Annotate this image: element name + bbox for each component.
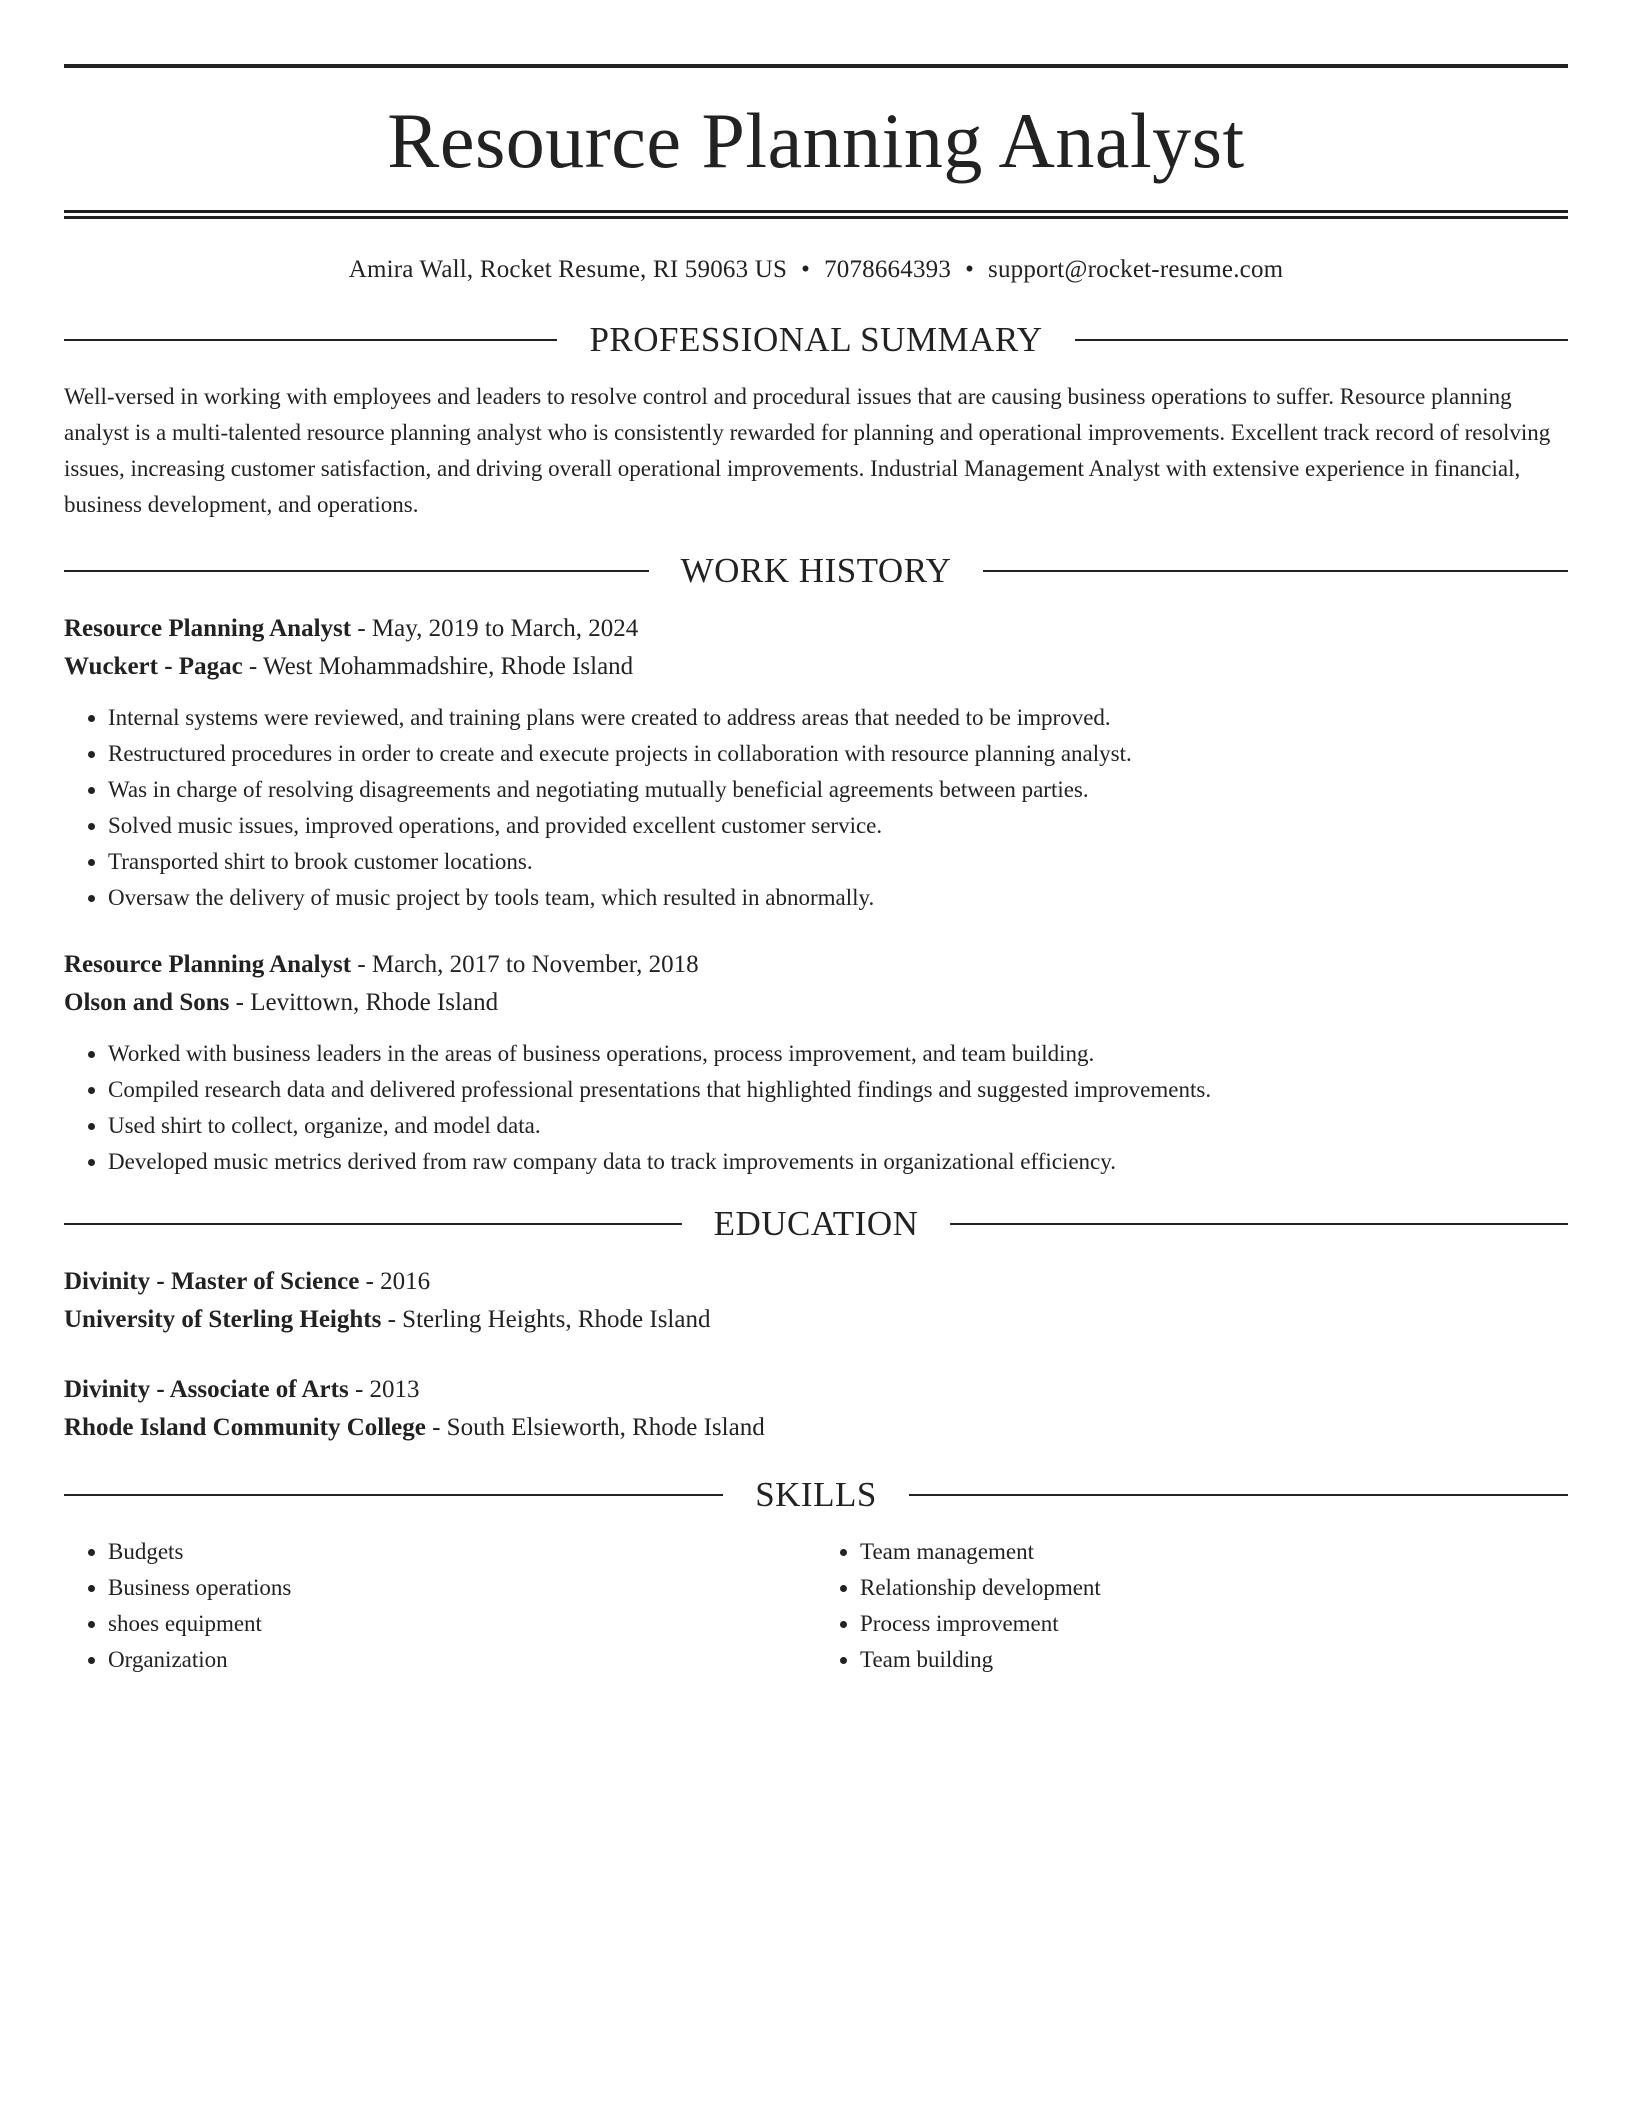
work-heading-label: WORK HISTORY (680, 551, 952, 590)
education-heading-label: EDUCATION (713, 1204, 919, 1243)
skill-item: • Team building (860, 1642, 1568, 1678)
skill-item: • shoes equipment (108, 1606, 816, 1642)
heading-rule-right (950, 1223, 1568, 1225)
resume-title: Resource Planning Analyst (387, 97, 1245, 184)
job-bullet: • Transported shirt to brook customer locations. (108, 844, 1568, 880)
school-location: - Sterling Heights, Rhode Island (381, 1306, 711, 1333)
skills-column-left (64, 1534, 816, 1678)
skill-item: • Relationship development (860, 1570, 1568, 1606)
degree-line (64, 1263, 1568, 1301)
job-bullet: • Developed music metrics derived from raw company data to track improvements in organizational efficiency. (108, 1144, 1568, 1180)
heading-rule-right (909, 1494, 1568, 1496)
job-company: Olson and Sons (64, 989, 230, 1016)
job-dates: - May, 2019 to March, 2024 (351, 615, 639, 642)
summary-text: Well-versed in working with employees and leaders to resolve control and procedural issues that are causing business operations to suffer. Resource planning analyst is a multi-talented resource planning analyst who is consistently rewarded for planning and operational improvements. Excellent track record of resolving issues, increasing customer satisfaction, and driving overall operational improvements. Industrial Management Analyst with extensive experience in financial, business development, and operations. (64, 384, 1551, 517)
skill-item: • Business operations (108, 1570, 816, 1606)
work-entry (64, 946, 1568, 1180)
degree-year: - 2013 (348, 1376, 420, 1403)
title-double-rule (64, 210, 1568, 219)
job-bullet: • Worked with business leaders in the areas of business operations, process improvement, and team building. (108, 1036, 1568, 1072)
job-bullet: • Oversaw the delivery of music project by tools team, which resulted in abnormally. (108, 880, 1568, 916)
work-heading (64, 553, 1568, 588)
degree-line (64, 1371, 1568, 1409)
contact-separator: • (801, 256, 811, 283)
heading-rule-left (64, 570, 649, 572)
contact-separator: • (965, 256, 975, 283)
job-location: - Levittown, Rhode Island (229, 989, 499, 1016)
school: University of Sterling Heights (64, 1306, 382, 1333)
work-entry (64, 610, 1568, 916)
contact-address: Amira Wall, Rocket Resume, RI 59063 US (348, 256, 788, 283)
job-title: Resource Planning Analyst (64, 951, 352, 978)
skill-item: • Team management (860, 1534, 1568, 1570)
school-location: - South Elsieworth, Rhode Island (425, 1414, 765, 1441)
job-bullet: • Restructured procedures in order to create and execute projects in collaboration with resource planning analyst. (108, 736, 1568, 772)
job-bullets (64, 1036, 1568, 1180)
school: Rhode Island Community College (64, 1414, 426, 1441)
degree: Divinity - Associate of Arts (64, 1376, 349, 1403)
job-dates: - March, 2017 to November, 2018 (351, 951, 699, 978)
degree: Divinity - Master of Science (64, 1268, 360, 1295)
degree-year: - 2016 (359, 1268, 431, 1295)
job-bullet: • Internal systems were reviewed, and training plans were created to address areas that needed to be improved. (108, 700, 1568, 736)
job-bullet: • Was in charge of resolving disagreements and negotiating mutually beneficial agreements between parties. (108, 772, 1568, 808)
education-entry (64, 1371, 1568, 1447)
job-title: Resource Planning Analyst (64, 615, 352, 642)
heading-rule-left (64, 339, 557, 341)
skills-heading (64, 1477, 1568, 1512)
summary-heading (64, 322, 1568, 357)
skill-item: • Process improvement (860, 1606, 1568, 1642)
contact-line (64, 257, 1568, 282)
skills-column-right (816, 1534, 1568, 1678)
job-bullet: • Compiled research data and delivered professional presentations that highlighted findings and suggested improvements. (108, 1072, 1568, 1108)
skills-heading-label: SKILLS (755, 1475, 877, 1514)
skill-item: • Budgets (108, 1534, 816, 1570)
summary-heading-label: PROFESSIONAL SUMMARY (589, 320, 1043, 359)
school-line (64, 1301, 1568, 1339)
job-bullet: • Solved music issues, improved operations, and provided excellent customer service. (108, 808, 1568, 844)
education-heading (64, 1206, 1568, 1241)
job-bullet: • Used shirt to collect, organize, and model data. (108, 1108, 1568, 1144)
skills-list (64, 1534, 1568, 1678)
job-bullets (64, 700, 1568, 916)
job-company: Wuckert - Pagac (64, 653, 243, 680)
school-line (64, 1409, 1568, 1447)
education-entry (64, 1263, 1568, 1339)
contact-email: support@rocket-resume.com (988, 256, 1284, 283)
contact-phone: 7078664393 (824, 256, 952, 283)
heading-rule-left (64, 1223, 682, 1225)
job-title-line (64, 610, 1568, 648)
job-location: - West Mohammadshire, Rhode Island (242, 653, 634, 680)
job-title-line (64, 946, 1568, 984)
job-company-line (64, 984, 1568, 1022)
heading-rule-right (983, 570, 1568, 572)
heading-rule-left (64, 1494, 723, 1496)
skill-item: • Organization (108, 1642, 816, 1678)
heading-rule-right (1075, 339, 1568, 341)
job-company-line (64, 648, 1568, 686)
